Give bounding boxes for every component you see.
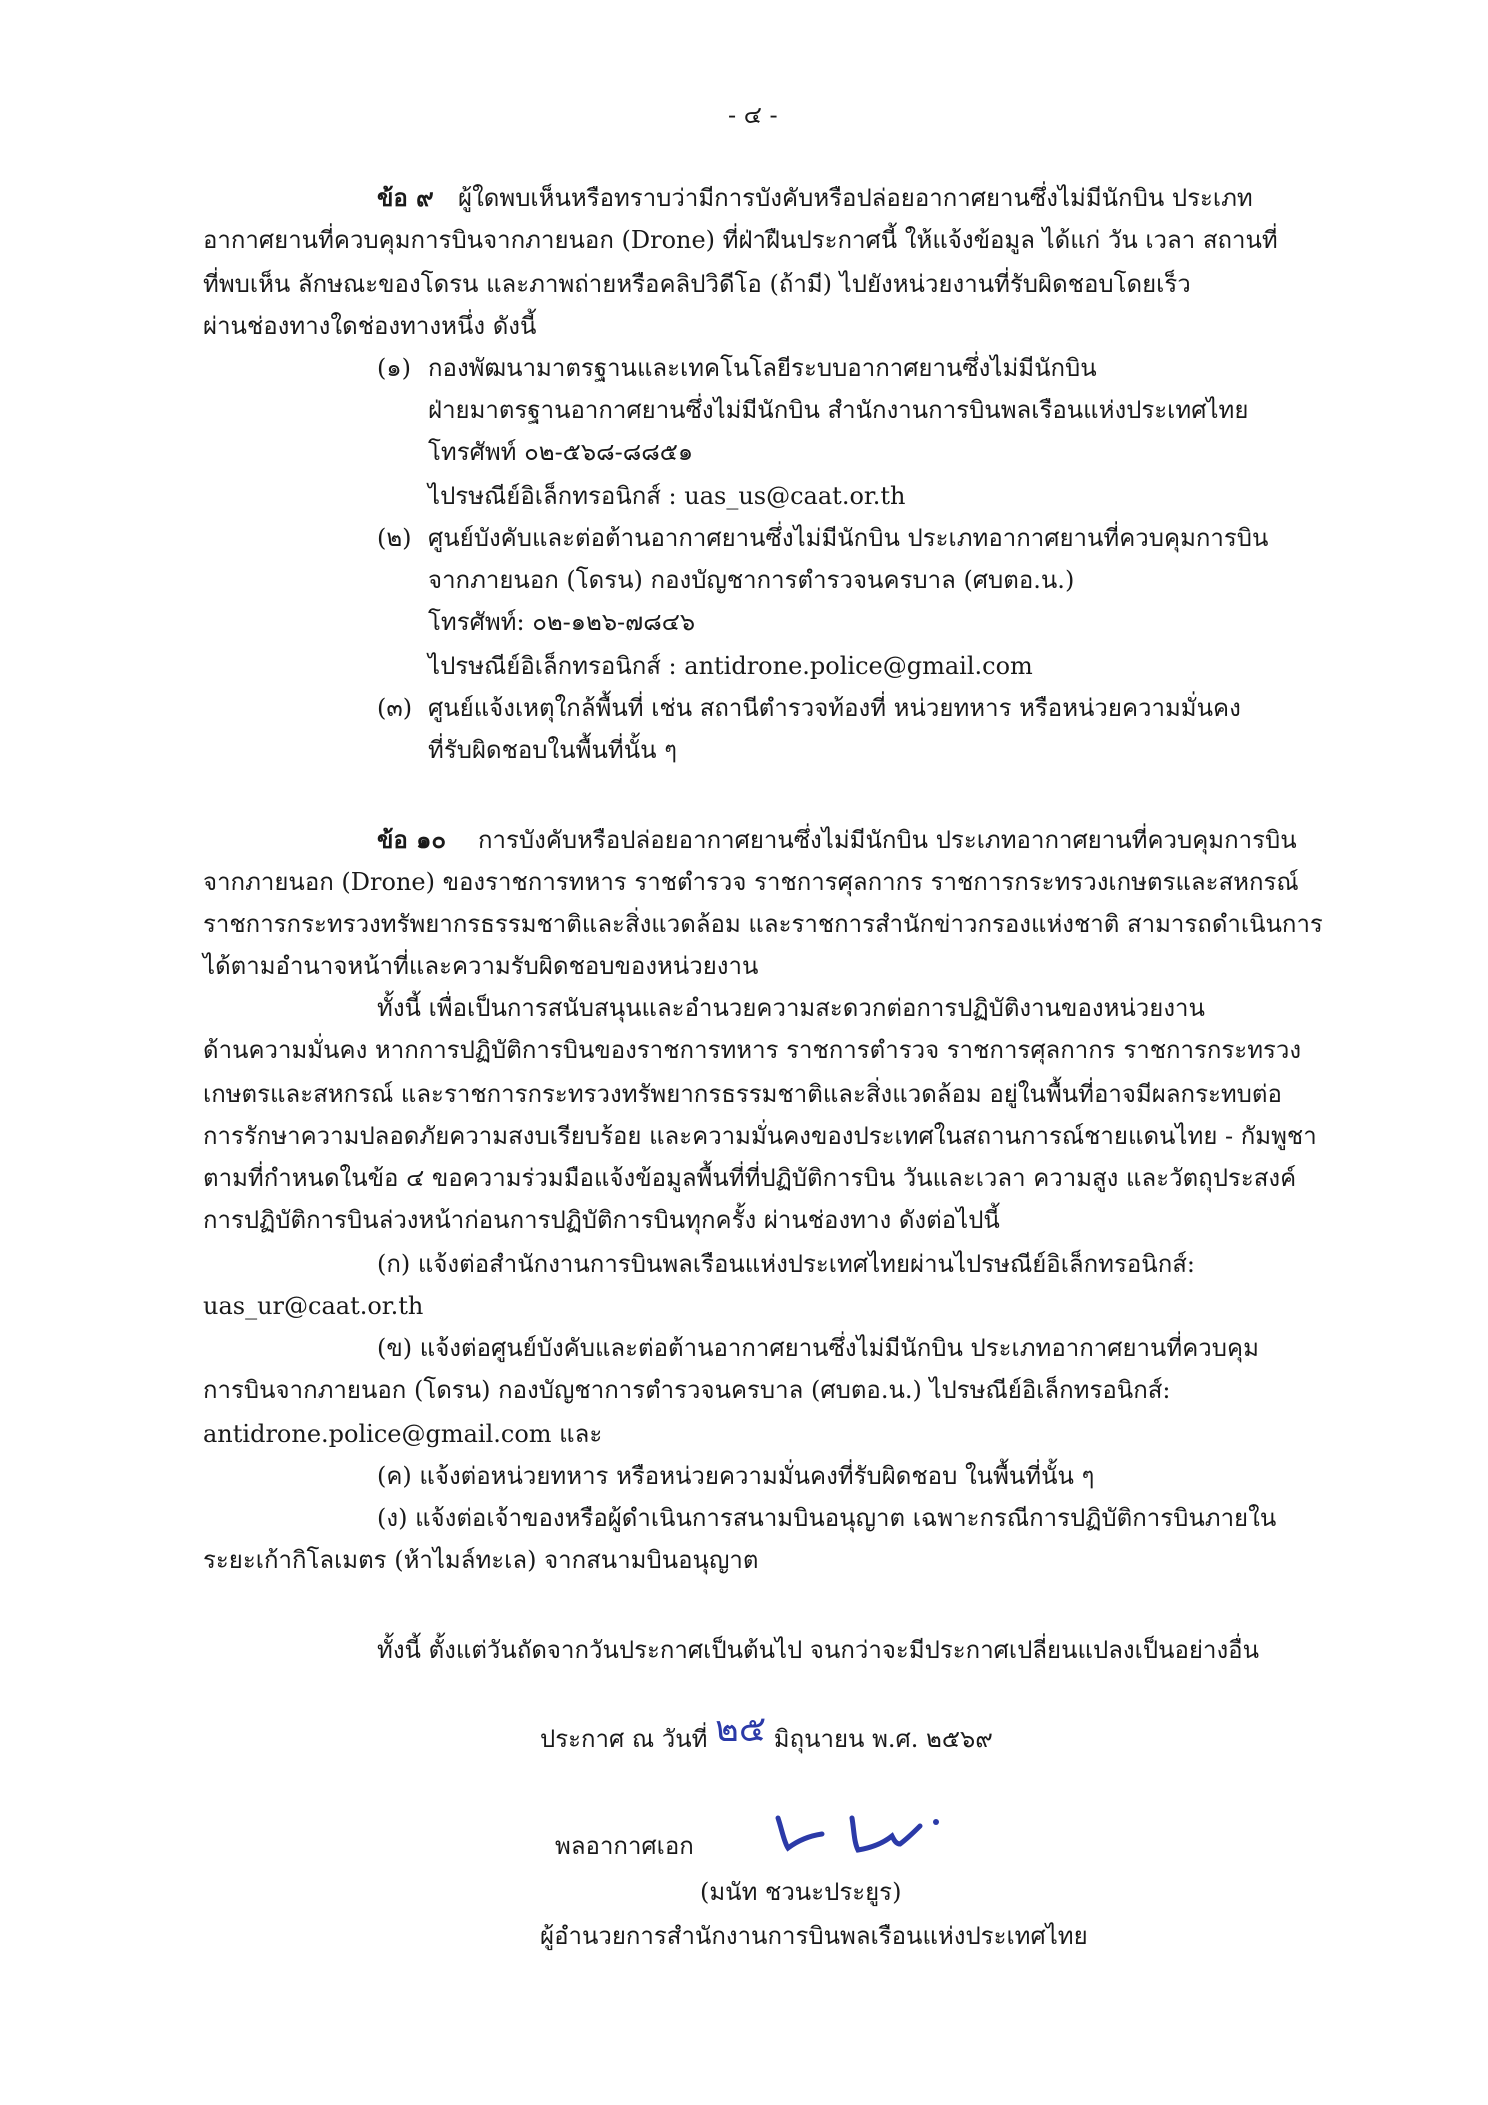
contact-1-phone: โทรศัพท์ ๐๒-๕๖๘-๘๘๕๑ [428,438,694,466]
clause-10-para2-line: การปฏิบัติการบินล่วงหน้าก่อนการปฏิบัติการบินทุกครั้ง ผ่านช่องทาง ดังต่อไปนี้ [203,1206,1000,1234]
channel-d-line: ระยะเก้ากิโลเมตร (ห้าไมล์ทะเล) จากสนามบินอนุญาต [203,1546,759,1574]
clause-9-line: ผู้ใดพบเห็นหรือทราบว่ามีการบังคับหรือปล่อยอากาศยานซึ่งไม่มีนักบิน ประเภท [458,184,1253,212]
contact-1-number: (๑) [377,354,411,382]
announce-date [540,1709,993,1756]
clause-10-line: ราชการกระทรวงทรัพยากรธรรมชาติและสิ่งแวดล้อม และราชการสำนักข่าวกรองแห่งชาติ สามารถดำเนินการ [203,910,1323,938]
clause-9-line: ที่พบเห็น ลักษณะของโดรน และภาพถ่ายหรือคลิปวิดีโอ (ถ้ามี) ไปยังหน่วยงานที่รับผิดชอบโดยเร็ว [203,270,1191,298]
contact-2-line: ศูนย์บังคับและต่อต้านอากาศยานซึ่งไม่มีนักบิน ประเภทอากาศยานที่ควบคุมการบิน [428,524,1269,552]
clause-10-para2-line: การรักษาความปลอดภัยความสงบเรียบร้อย และความมั่นคงของประเทศในสถานการณ์ชายแดนไทย - กัมพูชา [203,1122,1317,1150]
announce-prefix: ประกาศ ณ วันที่ [540,1725,708,1753]
effective-statement: ทั้งนี้ ตั้งแต่วันถัดจากวันประกาศเป็นต้นไป จนกว่าจะมีประกาศเปลี่ยนแปลงเป็นอย่างอื่น [377,1636,1259,1664]
channel-b-line: การบินจากภายนอก (โดรน) กองบัญชาการตำรวจนครบาล (ศบตอ.น.) ไปรษณีย์อิเล็กทรอนิกส์: [203,1376,1171,1404]
contact-3-line: ศูนย์แจ้งเหตุใกล้พื้นที่ เช่น สถานีตำรวจท้องที่ หน่วยทหาร หรือหน่วยความมั่นคง [428,694,1241,722]
clause-9-label: ข้อ ๙ [377,183,434,212]
channel-d: (ง) แจ้งต่อเจ้าของหรือผู้ดำเนินการสนามบินอนุญาต เฉพาะกรณีการปฏิบัติการบินภายใน [377,1504,1277,1532]
contact-1-email: ไปรษณีย์อิเล็กทรอนิกส์ : uas_us@caat.or.th [428,482,906,510]
clause-10-para2-line: ตามที่กำหนดในข้อ ๔ ขอความร่วมมือแจ้งข้อมูลพื้นที่ที่ปฏิบัติการบิน วันและเวลา ความสูง และวัตถุประสงค์ [203,1164,1297,1192]
clause-10-para2-line: ด้านความมั่นคง หากการปฏิบัติการบินของราชการทหาร ราชการตำรวจ ราชการศุลกากร ราชการกระทรวง [203,1036,1302,1064]
channel-a-email: uas_ur@caat.or.th [203,1292,424,1320]
handwritten-signature [770,1800,970,1870]
clause-10-line: การบังคับหรือปล่อยอากาศยานซึ่งไม่มีนักบิน ประเภทอากาศยานที่ควบคุมการบิน [478,826,1297,854]
announce-day-handwritten: ๒๕ [715,1709,767,1750]
clause-9-line: ผ่านช่องทางใดช่องทางหนึ่ง ดังนี้ [203,312,537,340]
channel-c: (ค) แจ้งต่อหน่วยทหาร หรือหน่วยความมั่นคงที่รับผิดชอบ ในพื้นที่นั้น ๆ [377,1462,1095,1490]
contact-2-line: จากภายนอก (โดรน) กองบัญชาการตำรวจนครบาล (ศบตอ.น.) [428,566,1075,594]
contact-1-line: กองพัฒนามาตรฐานและเทคโนโลยีระบบอากาศยานซึ่งไม่มีนักบิน [428,354,1097,382]
clause-10-label: ข้อ ๑๐ [377,825,447,854]
signatory-name: (มนัท ชวนะประยูร) [700,1878,902,1906]
contact-1-line: ฝ่ายมาตรฐานอากาศยานซึ่งไม่มีนักบิน สำนักงานการบินพลเรือนแห่งประเทศไทย [428,396,1249,424]
clause-10-line: ได้ตามอำนาจหน้าที่และความรับผิดชอบของหน่วยงาน [203,952,759,980]
signatory-rank: พลอากาศเอก [555,1832,694,1860]
announce-suffix: มิถุนายน พ.ศ. ๒๕๖๙ [773,1725,993,1753]
contact-2-phone: โทรศัพท์: ๐๒-๑๒๖-๗๘๔๖ [428,608,696,636]
channel-a: (ก) แจ้งต่อสำนักงานการบินพลเรือนแห่งประเทศไทยผ่านไปรษณีย์อิเล็กทรอนิกส์: [377,1250,1195,1278]
signatory-position: ผู้อำนวยการสำนักงานการบินพลเรือนแห่งประเทศไทย [540,1922,1088,1950]
contact-2-number: (๒) [377,524,412,552]
channel-b: (ข) แจ้งต่อศูนย์บังคับและต่อต้านอากาศยานซึ่งไม่มีนักบิน ประเภทอากาศยานที่ควบคุม [377,1334,1259,1362]
contact-3-line: ที่รับผิดชอบในพื้นที่นั้น ๆ [428,736,678,764]
clause-9-line: อากาศยานที่ควบคุมการบินจากภายนอก (Drone) ที่ฝ่าฝืนประกาศนี้ ให้แจ้งข้อมูล ได้แก่ วัน เวลา สถานที่ [203,226,1278,254]
clause-10-para2-line: เกษตรและสหกรณ์ และราชการกระทรวงทรัพยากรธรรมชาติและสิ่งแวดล้อม อยู่ในพื้นที่อาจมีผลกระทบต่อ [203,1080,1282,1108]
contact-2-email: ไปรษณีย์อิเล็กทรอนิกส์ : antidrone.police@gmail.com [428,652,1033,680]
channel-b-email: antidrone.police@gmail.com และ [203,1420,603,1448]
contact-3-number: (๓) [377,694,413,722]
clause-10-para2-line: ทั้งนี้ เพื่อเป็นการสนับสนุนและอำนวยความสะดวกต่อการปฏิบัติงานของหน่วยงาน [377,994,1205,1022]
clause-10-line: จากภายนอก (Drone) ของราชการทหาร ราชตำรวจ ราชการศุลกากร ราชการกระทรวงเกษตรและสหกรณ์ [203,868,1299,896]
page-number: - ๔ - [728,101,778,129]
